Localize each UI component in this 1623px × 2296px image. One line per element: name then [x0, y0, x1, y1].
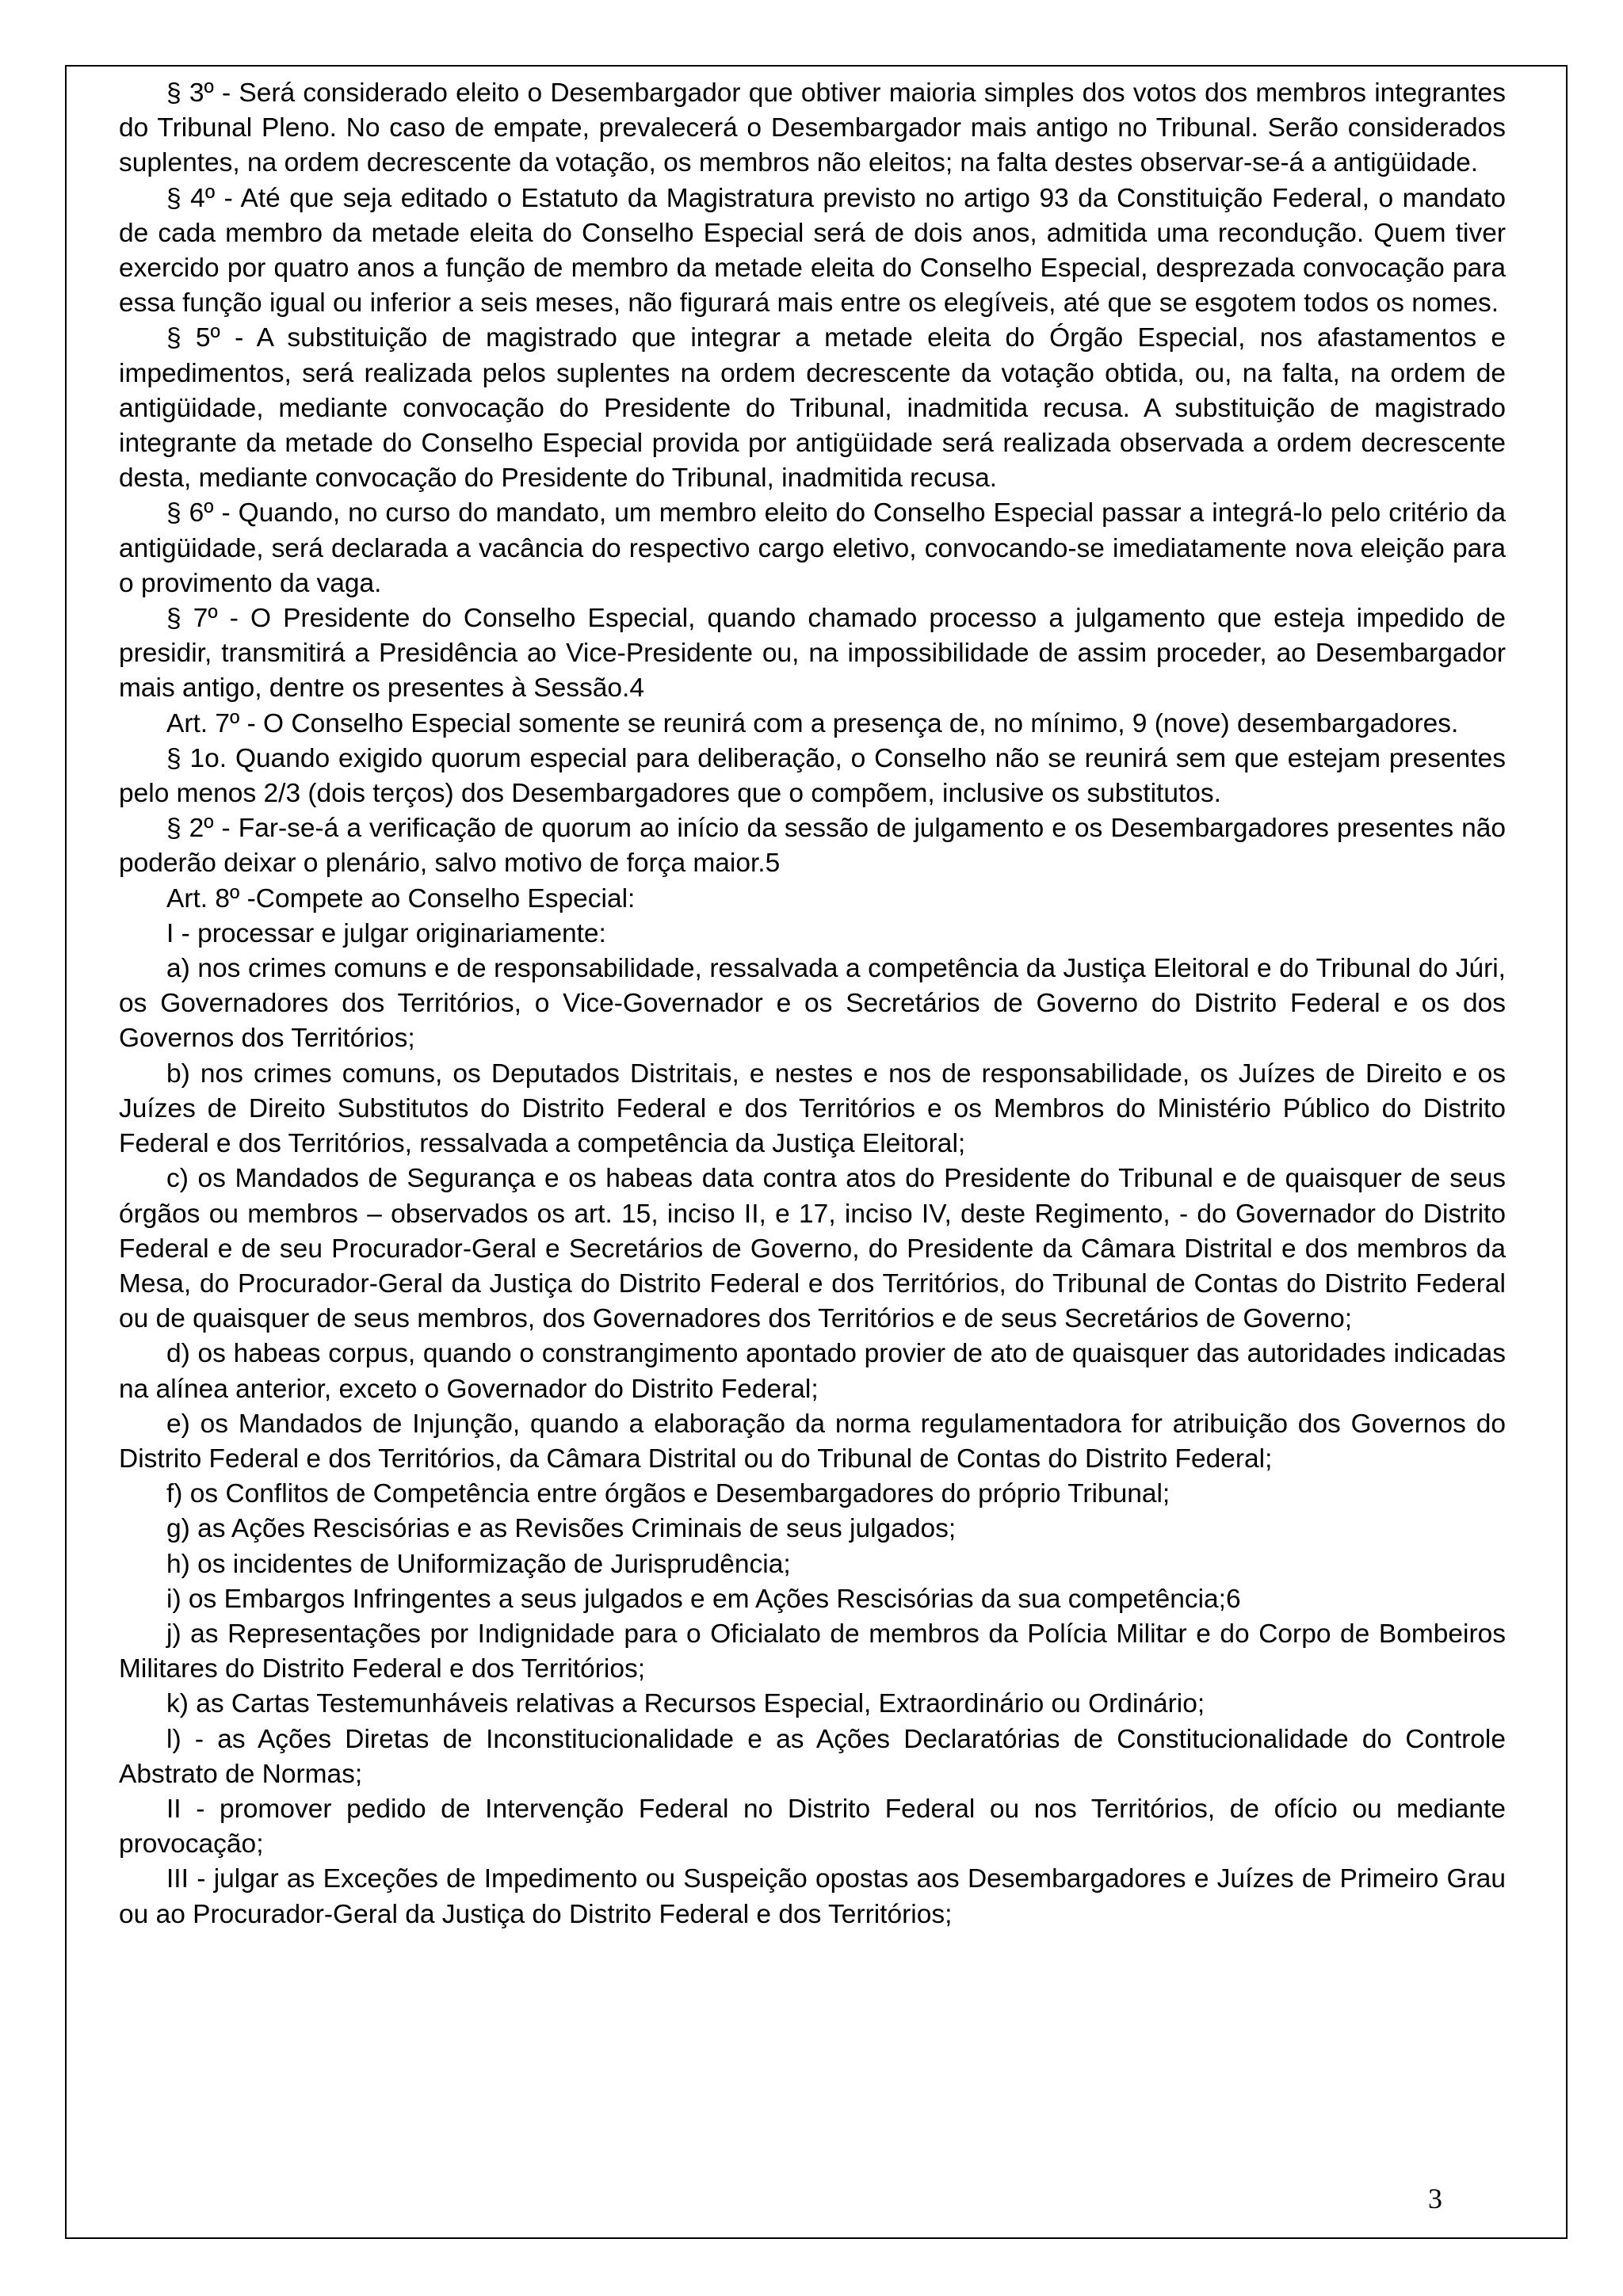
paragraph-art8-item-k: k) as Cartas Testemunháveis relativas a Recursos Especial, Extraordinário ou Ordinário; [166, 1689, 1205, 1719]
page-number: 3 [1428, 2183, 1442, 2214]
paragraph-art6-par6: § 6º - Quando, no curso do mandato, um membro eleito do Conselho Especial passar a integrá-lo pelo critério da antigüidade, será declarada a vacância do respectivo cargo eletivo, convocando-se imediatamente nova eleição para o provimento da vaga. [119, 498, 1506, 598]
paragraph-art8-item-a: a) nos crimes comuns e de responsabilidade, ressalvada a competência da Justiça Eleitoral e do Tribunal do Júri, os Governadores dos Territórios, o Vice-Governador e os Secretários de Governo do Distrito Federal e os dos Governos dos Territórios; [119, 954, 1506, 1054]
paragraph-art6-par7: § 7º - O Presidente do Conselho Especial, quando chamado processo a julgamento que esteja impedido de presidir, transmitirá a Presidência ao Vice-Presidente ou, na impossibilidade de assim proceder, ao Desembargador mais antigo, dentre os presentes à Sessão.4 [119, 604, 1506, 704]
paragraph-art8-item-f: f) os Conflitos de Competência entre órgãos e Desembargadores do próprio Tribunal; [166, 1479, 1170, 1509]
paragraph-art8-item-l: l) - as Ações Diretas de Inconstitucionalidade e as Ações Declaratórias de Constitucionalidade do Controle Abstrato de Normas; [119, 1724, 1506, 1789]
paragraph-art8-item-e: e) os Mandados de Injunção, quando a elaboração da norma regulamentadora for atribuição dos Governos do Distrito Federal e dos Territórios, da Câmara Distrital ou do Tribunal de Contas do Distrito Federal; [119, 1409, 1506, 1474]
paragraph-art8-item-i-lower: i) os Embargos Infringentes a seus julgados e em Ações Rescisórias da sua competência;6 [166, 1584, 1241, 1614]
paragraph-art8-item-g: g) as Ações Rescisórias e as Revisões Criminais de seus julgados; [166, 1514, 957, 1544]
paragraph-art8: Art. 8º -Compete ao Conselho Especial: [166, 883, 636, 913]
paragraph-art8-item-i: I - processar e julgar originariamente: [166, 918, 606, 948]
paragraph-art8-item-ii: II - promover pedido de Intervenção Federal no Distrito Federal ou nos Territórios, de ofício ou mediante provocação; [119, 1794, 1506, 1859]
paragraph-art8-item-j: j) as Representações por Indignidade para o Oficialato de membros da Polícia Militar e do Corpo de Bombeiros Militares do Distrito Federal e dos Territórios; [119, 1619, 1506, 1684]
document-body [119, 76, 1506, 1932]
paragraph-art8-item-iii: III - julgar as Exceções de Impedimento ou Suspeição opostas aos Desembargadores e Juízes de Primeiro Grau ou ao Procurador-Geral da Justiça do Distrito Federal e dos Territórios; [119, 1864, 1506, 1929]
paragraph-art7: Art. 7º - O Conselho Especial somente se reunirá com a presença de, no mínimo, 9 (nove) desembargadores. [166, 708, 1459, 738]
paragraph-art7-par1: § 1o. Quando exigido quorum especial para deliberação, o Conselho não se reunirá sem que estejam presentes pelo menos 2/3 (dois terços) dos Desembargadores que o compõem, inclusive os substitutos. [119, 743, 1506, 809]
paragraph-art6-par3: § 3º - Será considerado eleito o Desembargador que obtiver maioria simples dos votos dos membros integrantes do Tribunal Pleno. No caso de empate, prevalecerá o Desembargador mais antigo no Tribunal. Serão considerados suplentes, na ordem decrescente da votação, os membros não eleitos; na falta destes observar-se-á a antigüidade. [119, 78, 1506, 178]
paragraph-art7-par2: § 2º - Far-se-á a verificação de quorum ao início da sessão de julgamento e os Desembargadores presentes não poderão deixar o plenário, salvo motivo de força maior.5 [119, 814, 1506, 879]
paragraph-art6-par5: § 5º - A substituição de magistrado que integrar a metade eleita do Órgão Especial, nos afastamentos e impedimentos, será realizada pelos suplentes na ordem decrescente da votação obtida, ou, na falta, na ordem de antigüidade, mediante convocação do Presidente do Tribunal, inadmitida recusa. A substituição de magistrado integrante da metade do Conselho Especial provida por antigüidade será realizada observada a ordem decrescente desta, mediante convocação do Presidente do Tribunal, inadmitida recusa. [119, 323, 1506, 494]
paragraph-art8-item-d: d) os habeas corpus, quando o constrangimento apontado provier de ato de quaisquer das autoridades indicadas na alínea anterior, exceto o Governador do Distrito Federal; [119, 1339, 1506, 1404]
paragraph-art8-item-h: h) os incidentes de Uniformização de Jurisprudência; [166, 1549, 791, 1579]
paragraph-art8-item-b: b) nos crimes comuns, os Deputados Distritais, e nestes e nos de responsabilidade, os Juízes de Direito e os Juízes de Direito Substitutos do Distrito Federal e dos Territórios e os Membros do Ministério Público do Distrito Federal e dos Territórios, ressalvada a competência da Justiça Eleitoral; [119, 1058, 1506, 1159]
paragraph-art6-par4: § 4º - Até que seja editado o Estatuto da Magistratura previsto no artigo 93 da Constituição Federal, o mandato de cada membro da metade eleita do Conselho Especial será de dois anos, admitida uma recondução. Quem tiver exercido por quatro anos a função de membro da metade eleita do Conselho Especial, desprezada convocação para essa função igual ou inferior a seis meses, não figurará mais entre os elegíveis, até que se esgotem todos os nomes. [119, 183, 1506, 318]
paragraph-art8-item-c: c) os Mandados de Segurança e os habeas data contra atos do Presidente do Tribunal e de quaisquer de seus órgãos ou membros – observados os art. 15, inciso II, e 17, inciso IV, deste Regimento, - do Governador do Distrito Federal e de seu Procurador-Geral e Secretários de Governo, do Presidente da Câmara Distrital e dos membros da Mesa, do Procurador-Geral da Justiça do Distrito Federal e dos Territórios, do Tribunal de Contas do Distrito Federal ou de quaisquer de seus membros, dos Governadores dos Territórios e de seus Secretários de Governo; [119, 1164, 1506, 1334]
